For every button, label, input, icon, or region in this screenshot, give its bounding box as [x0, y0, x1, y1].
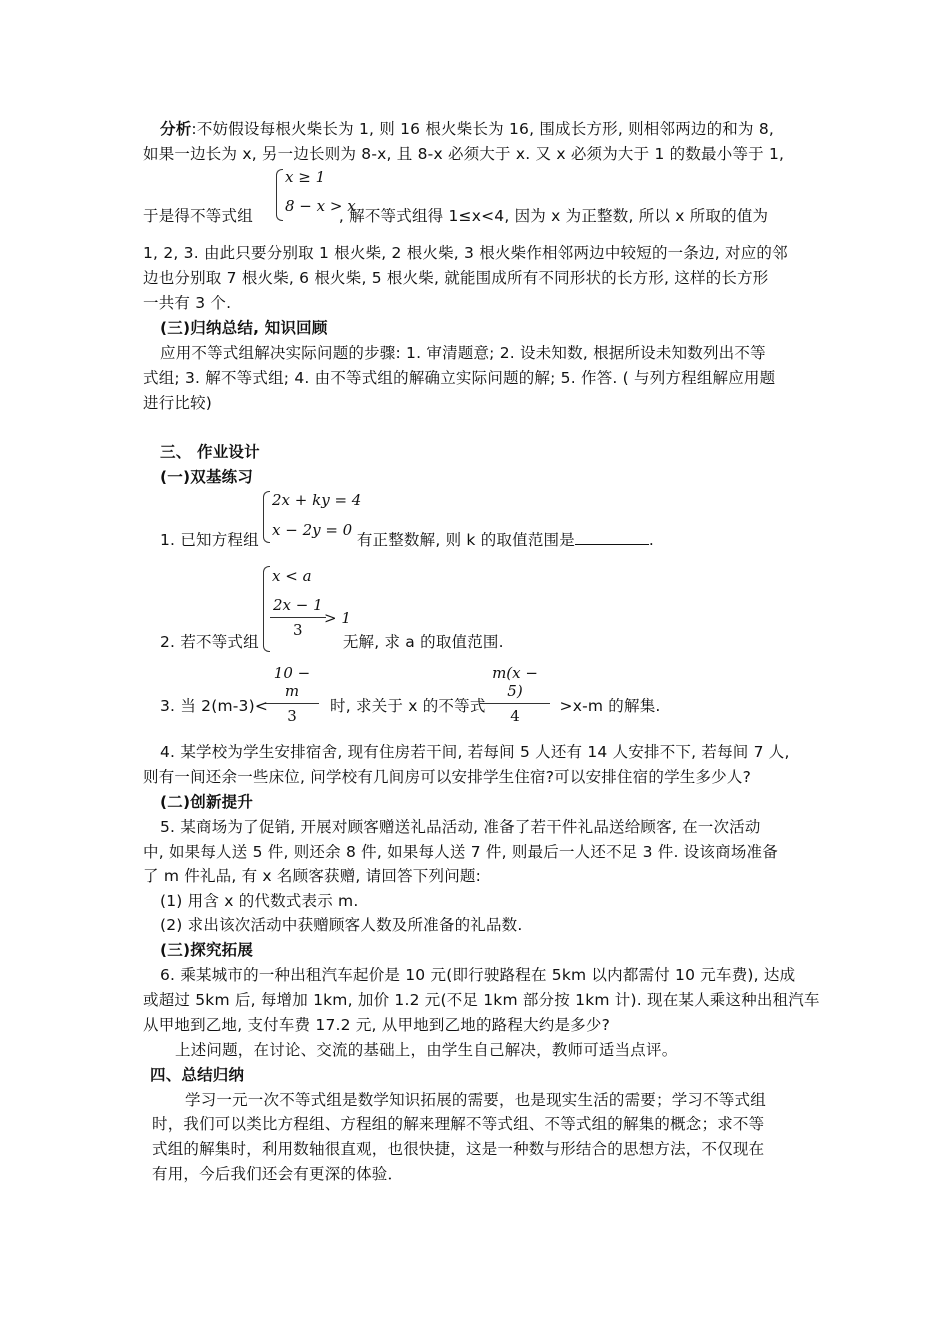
q3-post: >x-m 的解集.: [559, 697, 661, 715]
q3-mid: 时, 求关于 x 的不等式: [330, 697, 486, 715]
q3-f1-num: 10 − m: [265, 664, 319, 704]
conclusion-line-2: 时，我们可以类比方程组、方程组的解来理解不等式组、不等式组的解集的概念；求不等: [152, 1115, 765, 1133]
conclusion-line-1: 学习一元一次不等式组是数学知识拓展的需要，也是现实生活的需要；学习不等式组: [185, 1091, 766, 1109]
analysis-line-4: 1, 2, 3. 由此只要分别取 1 根火柴, 2 根火柴, 3 根火柴作相邻两边中较短的一条边, 对应的邻: [143, 244, 788, 262]
q1-post: 有正整数解, 则 k 的取值范围是: [356, 531, 575, 549]
q2-frac-num: 2x − 1: [270, 596, 326, 618]
analysis-line-5: 边也分别取 7 根火柴, 6 根火柴, 5 根火柴, 就能围成所有不同形状的长方形, 这样的长方形: [143, 269, 769, 287]
q3-line: [160, 694, 830, 718]
q2-post: 无解, 求 a 的取值范围.: [342, 633, 504, 651]
system-eq-bottom: 8 − x > x: [285, 197, 356, 215]
q3-pre: 3. 当 2(m-3)<: [160, 697, 269, 715]
analysis-text-3b: , 解不等式组得 1≤x<4, 因为 x 为正整数, 所以 x 所取的值为: [338, 207, 769, 225]
analysis-line-6: 一共有 3 个.: [143, 294, 232, 312]
q1-line: [160, 528, 830, 552]
q5-line-5: (2) 求出该次活动中获赠顾客人数及所准备的礼品数.: [160, 916, 523, 934]
summary-line-1: 应用不等式组解决实际问题的步骤: 1. 审清题意; 2. 设未知数, 根据所设未知数列出不等: [160, 344, 766, 362]
q3-f2-num: m(x − 5): [480, 664, 550, 704]
homework-heading: 三、 作业设计: [160, 443, 260, 461]
analysis-line-2: 如果一边长为 x, 另一边长则为 8-x, 且 8-x 必须大于 x. 又 x 必须为大于 1 的数最小等于 1,: [143, 145, 785, 163]
q2-eq-top: x < a: [272, 567, 312, 585]
q2-gt: > 1: [324, 609, 351, 627]
teacher-note: 上述问题，在讨论、交流的基础上，由学生自己解决，教师可适当点评。: [175, 1041, 678, 1059]
analysis-label: 分析: [160, 120, 192, 138]
analysis-text-1: :不妨假设每根火柴长为 1, 则 16 根火柴长为 16, 围成长方形, 则相邻两边的和为 8,: [191, 120, 775, 138]
analysis-line-3: [143, 204, 813, 228]
q5-line-1: 5. 某商场为了促销, 开展对顾客赠送礼品活动, 准备了若干件礼品送给顾客, 在一次活动: [160, 818, 761, 836]
homework-sub1: (一)双基练习: [160, 468, 254, 486]
summary-line-3: 进行比较): [143, 394, 213, 412]
q6-line-1: 6. 乘某城市的一种出租汽车起价是 10 元(即行驶路程在 5km 以内都需付 10 元车费), 达成: [160, 966, 796, 984]
homework-sub2: (二)创新提升: [160, 793, 254, 811]
q4-line-1: 4. 某学校为学生安排宿舍, 现有住房若干间, 若每间 5 人还有 14 人安排不下, 若每间 7 人,: [160, 743, 790, 761]
q5-line-3: 了 m 件礼品, 有 x 名顾客获赠, 请回答下列问题:: [143, 867, 482, 885]
q6-line-2: 或超过 5km 后, 每增加 1km, 加价 1.2 元(不足 1km 部分按 1km 计). 现在某人乘这种出租汽车: [143, 991, 820, 1009]
conclusion-line-4: 有用，今后我们还会有更深的体验．: [152, 1165, 404, 1183]
q1-end: .: [648, 531, 655, 549]
q2-line: [160, 630, 830, 654]
analysis-text-3a: 于是得不等式组: [143, 207, 253, 225]
q2-pre: 2. 若不等式组: [160, 633, 259, 651]
q5-line-2: 中, 如果每人送 5 件, 则还余 8 件, 如果每人送 7 件, 则最后一人还不足 3 件. 设该商场准备: [143, 843, 778, 861]
q1-blank[interactable]: [575, 530, 649, 545]
system-eq-top: x ≥ 1: [285, 168, 326, 186]
q3-f2-den: 4: [510, 707, 520, 725]
summary-line-2: 式组; 3. 解不等式组; 4. 由不等式组的解确立实际问题的解; 5. 作答. ( 与列方程组解应用题: [143, 369, 776, 387]
q1-eq-top: 2x + ky = 4: [272, 491, 362, 509]
q1-eq-bottom: x − 2y = 0: [272, 521, 353, 539]
q2-frac-den: 3: [293, 621, 303, 639]
q1-pre: 1. 已知方程组: [160, 531, 259, 549]
conclusion-line-3: 式组的解集时，利用数轴很直观，也很快捷，这是一种数与形结合的思想方法，不仅现在: [152, 1140, 765, 1158]
q3-f1-den: 3: [287, 707, 297, 725]
summary-heading: (三)归纳总结, 知识回顾: [160, 319, 328, 337]
q6-line-3: 从甲地到乙地, 支付车费 17.2 元, 从甲地到乙地的路程大约是多少?: [143, 1016, 611, 1034]
q4-line-2: 则有一间还余一些床位, 问学校有几间房可以安排学生住宿?可以安排住宿的学生多少人?: [143, 768, 752, 786]
q5-line-4: (1) 用含 x 的代数式表示 m.: [160, 892, 359, 910]
homework-sub3: (三)探究拓展: [160, 941, 254, 959]
conclusion-heading: 四、总结归纳: [150, 1066, 245, 1084]
analysis-line-1: [160, 117, 830, 141]
